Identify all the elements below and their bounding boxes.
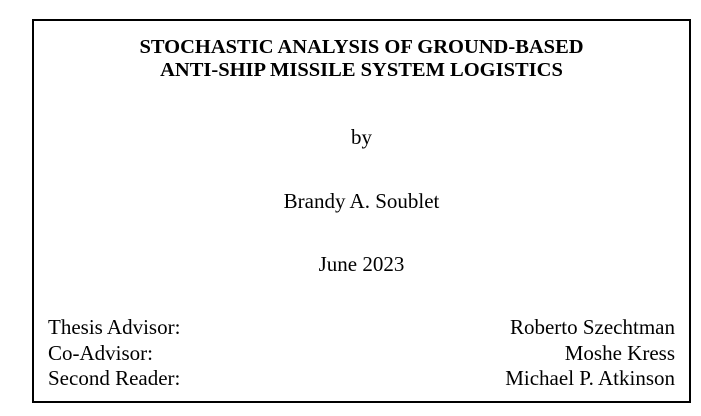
author-name: Brandy A. Soublet <box>283 189 440 213</box>
role-label: Co-Advisor: <box>48 340 153 365</box>
role-person: Roberto Szechtman <box>509 315 675 339</box>
thesis-title-line-1: STOCHASTIC ANALYSIS OF GROUND-BASED <box>139 36 584 58</box>
advisor-list <box>48 315 675 392</box>
thesis-title-line-2: ANTI-SHIP MISSILE SYSTEM LOGISTICS <box>160 59 563 81</box>
role-label: Thesis Advisor: <box>48 315 181 339</box>
advisor-row-thesis-advisor <box>48 315 675 341</box>
title-page-frame <box>32 19 691 403</box>
by-label: by <box>351 125 372 149</box>
advisor-row-second-reader <box>48 366 675 392</box>
role-person: Michael P. Atkinson <box>505 366 675 390</box>
advisor-row-co-advisor <box>48 341 675 367</box>
thesis-title <box>34 36 689 82</box>
role-person: Moshe Kress <box>564 340 675 365</box>
role-label: Second Reader: <box>48 366 181 390</box>
publication-date: June 2023 <box>318 252 405 276</box>
